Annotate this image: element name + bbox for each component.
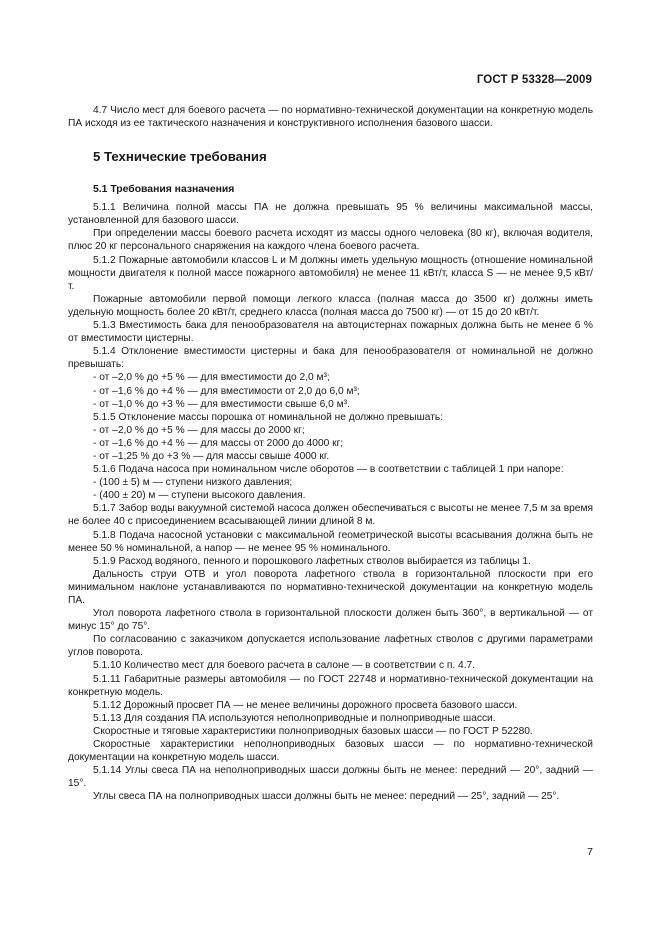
subsection-title: 5.1 Требования назначения: [93, 184, 235, 196]
paragraph: 5.1.2 Пожарные автомобили классов L и M должны иметь удельную мощность (отношение номинальной мощности двигателя к полной массе пожарного автомобиля) не менее 11 кВт/т, класса S — не менее 9,5 кВт/т.: [68, 254, 593, 292]
paragraph: 5.1.11 Габаритные размеры автомобиля — по ГОСТ 22748 и нормативно-технической документации на конкретную модель.: [68, 673, 593, 698]
list-item: - от –1,6 % до +4 % — для вместимости от 2,0 до 6,0 м³;: [93, 385, 360, 397]
list-item: - (100 ± 5) м — ступени низкого давления;: [93, 477, 293, 489]
list-item: - (400 ± 20) м — ступени высокого давления.: [93, 490, 306, 502]
list-item: - от –1,0 % до +3 % — для вместимости свыше 6,0 м³.: [93, 398, 350, 410]
paragraph: 5.1.14 Углы свеса ПА на неполноприводных шасси должны быть не менее: передний — 20°, задний — 15°.: [68, 765, 593, 790]
paragraph: 5.1.6 Подача насоса при номинальном числе оборотов — в соответствии с таблицей 1 при напоре:: [93, 464, 564, 476]
paragraph: 5.1.9 Расход водяного, пенного и порошкового лафетных стволов выбирается из таблицы 1.: [93, 555, 531, 567]
page-number: 7: [587, 846, 593, 858]
paragraph: Углы свеса ПА на полноприводных шасси должны быть не менее: передний — 25°, задний — 25°.: [93, 791, 560, 803]
section-title: 5 Технические требования: [93, 149, 267, 165]
paragraph: 5.1.5 Отклонение массы порошка от номинальной не должно превышать:: [93, 411, 444, 423]
page-content: [68, 104, 593, 804]
paragraph: Дальность струи ОТВ и угол поворота лафетного ствола в горизонтальной плоскости при его минимальном наклоне устанавливаются по нормативно-технической документации на конкретную модель ПА.: [68, 568, 593, 606]
paragraph: Скоростные и тяговые характеристики полноприводных базовых шасси — по ГОСТ Р 52280.: [93, 725, 533, 737]
paragraph: 5.1.13 Для создания ПА используются неполноприводные и полноприводные шасси.: [93, 712, 496, 724]
document-header: ГОСТ Р 53328—2009: [476, 74, 592, 86]
paragraph: Пожарные автомобили первой помощи легкого класса (полная масса до 3500 кг) должны иметь удельную мощность более 20 кВт/т, среднего класса (полная масса до 7500 кг) — от 15 до 20 кВт/т.: [68, 293, 593, 318]
paragraph: 5.1.8 Подача насосной установки с максимальной геометрической высоты всасывания должна быть не менее 50 % номинальной, а напор — не менее 95 % номинального.: [68, 529, 593, 554]
list-item: - от –1,25 % до +3 % — для массы свыше 4000 кг.: [93, 450, 330, 462]
clause-4-7: 4.7 Число мест для боевого расчета — по нормативно-технической документации на конкретную модель ПА исходя из ее тактического назначения и конструктивного исполнения базового шасси.: [68, 105, 593, 130]
paragraph: Скоростные характеристики неполноприводных базовых шасси — по нормативно-технической документации на конкретную модель шасси.: [68, 739, 593, 764]
paragraph: 5.1.10 Количество мест для боевого расчета в салоне — в соответствии с п. 4.7.: [93, 660, 476, 672]
list-item: - от –2,0 % до +5 % — для вместимости до 2,0 м³;: [93, 372, 330, 384]
paragraph: 5.1.12 Дорожный просвет ПА — не менее величины дорожного просвета базового шасси.: [93, 699, 518, 711]
paragraph: 5.1.4 Отклонение вместимости цистерны и бака для пенообразователя от номинальной не должно превышать:: [68, 346, 593, 371]
paragraph: При определении массы боевого расчета исходят из массы одного человека (80 кг), включая водителя, плюс 20 кг персонального снаряжения на каждого члена боевого расчета.: [68, 228, 593, 253]
paragraph: По согласованию с заказчиком допускается использование лафетных стволов с другими параметрами углов поворота.: [68, 634, 593, 659]
list-item: - от –2,0 % до +5 % — для массы до 2000 кг;: [93, 424, 305, 436]
paragraph: Угол поворота лафетного ствола в горизонтальной плоскости должен быть 360°, в вертикальной — от минус 15° до 75°.: [68, 608, 593, 633]
list-item: - от –1,6 % до +4 % — для массы от 2000 до 4000 кг;: [93, 437, 344, 449]
paragraph: 5.1.7 Забор воды вакуумной системой насоса должен обеспечиваться с высоты не менее 7,5 м за время не более 40 с присоединением всасывающей линии длиной 8 м.: [68, 503, 593, 528]
paragraph: 5.1.1 Величина полной массы ПА не должна превышать 95 % величины максимальной массы, установленной для базового шасси.: [68, 202, 593, 227]
paragraph: 5.1.3 Вместимость бака для пенообразователя на автоцистернах пожарных должна быть не менее 6 % от вместимости цистерны.: [68, 320, 593, 345]
